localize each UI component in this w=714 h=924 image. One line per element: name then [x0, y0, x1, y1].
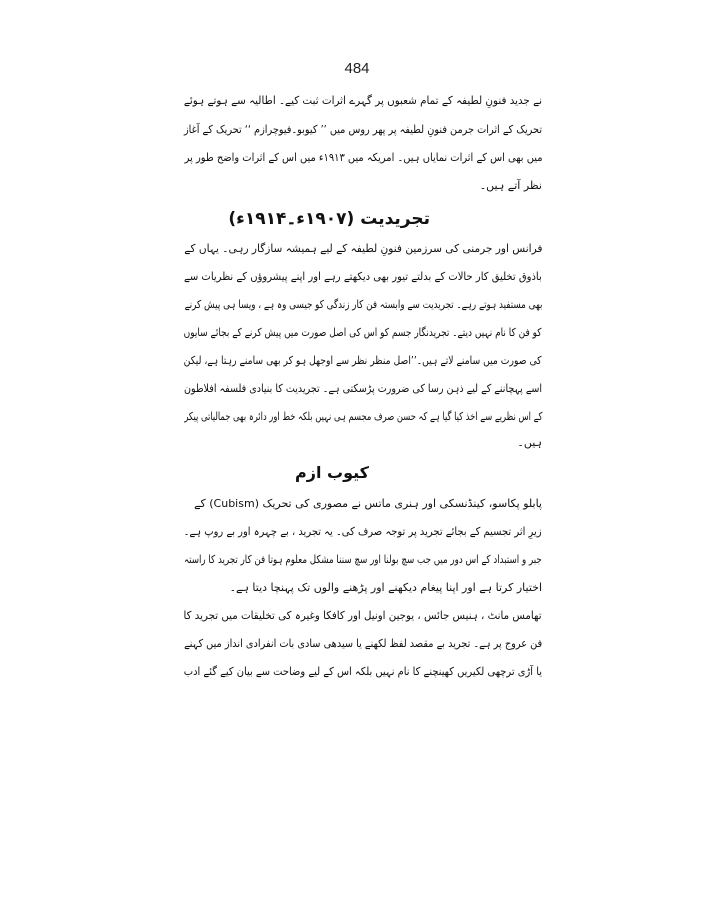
text-line: اسے پہچاننے کے لیے ذہن رسا کی ضرورت پڑسکتی ہے۔ تجریدیت کا بنیادی فلسفہ افلاطون — [183, 382, 542, 395]
text-line: تھامس مانٹ ، ہنیس جائس ، یوجین اونیل اور کافکا وغیرہ کی تخلیقات میں تجرید کا — [183, 609, 542, 622]
text-line: کے اس نظریے سے اخذ کیا گیا ہے کہ حسن صرف مجسم ہی نہیں بلکہ خط اور دائرہ بھی جمالیاتی پیکر — [183, 410, 542, 423]
text-line: کو فن کا نام نہیں دیتے۔ تجریدنگار جسم کو اس کی اصل صورت میں پیش کرنے کے بجائے سایوں — [184, 326, 542, 339]
text-line: زیرِ اثر تجسیم کے بجائے تجرید پر توجہ صرف کی۔ یہ تجرید ، بے چہرہ اور بے روپ ہے۔ — [183, 525, 542, 538]
page-number: 484 — [344, 60, 370, 77]
section-heading-abstraction: تجریدیت (۱۹۰۷ء۔۱۹۱۴ء) — [228, 209, 430, 229]
text-line: نے جدید فنونِ لطیفہ کے تمام شعبوں پر گہرے اثرات ثبت کیے۔ اطالیہ سے ہوتے ہوئے — [183, 94, 542, 107]
text-line: باذوق تخلیق کار حالات کے بدلتے تیور بھی دیکھتے رہے اور اپنے پیشروؤں کے نظریات سے — [184, 270, 542, 283]
text-line: تحریک کے اثرات جرمن فنونِ لطیفہ پر پھر روس میں ’’ کیوبو۔فیوچرازم ‘‘ تحریک کے آغاز — [183, 123, 542, 136]
text-line: کی صورت میں سامنے لاتے ہیں۔’’اصل منظر نظر سے اوجھل ہو کر بھی سامنے رہتا ہے، لیکن — [184, 354, 542, 367]
text-line: فن عروج پر ہے۔ تجرید بے مقصد لفظ لکھنے یا سیدھی سادی بات انفرادی انداز میں کہنے — [183, 637, 542, 650]
section-heading-cubism: کیوب ازم — [295, 463, 369, 482]
text-line: نظر آتے ہیں۔ — [479, 179, 542, 192]
text-line: بھی مستفید ہوتے رہے۔ تجریدیت سے وابستہ فن کار زندگی کو جیسی وہ ہے ، ویسا ہی پیش کرنے — [184, 298, 542, 311]
text-line: فرانس اور جرمنی کی سرزمین فنونِ لطیفہ کے لیے ہمیشہ سازگار رہی۔ یہاں کے — [183, 242, 542, 255]
text-line: اختیار کرتا ہے اور اپنا پیغام دیکھنے اور پڑھنے والوں تک پہنچا دیتا ہے۔ — [229, 581, 542, 594]
text-line: یا آڑی ترچھی لکیریں کھینچنے کا نام نہیں بلکہ اس کے لیے وضاحت سے بیان کیے گئے ادب — [183, 665, 542, 678]
text-line: جبر و استبداد کے اس دور میں جب سچ بولنا اور سچ سننا مشکل معلوم ہوتا فن کار تجرید کا راستہ — [184, 553, 542, 566]
text-line: پابلو پکاسو، کینڈنسکی اور ہنری ماتس نے مصوری کی تحریک (Cubism) کے — [194, 497, 542, 510]
text-line: ہیں۔ — [517, 436, 542, 449]
text-line: میں بھی اس کے اثرات نمایاں ہیں۔ امریکہ میں ۱۹۱۳ء میں اس کے اثرات واضح طور پر — [184, 151, 542, 164]
